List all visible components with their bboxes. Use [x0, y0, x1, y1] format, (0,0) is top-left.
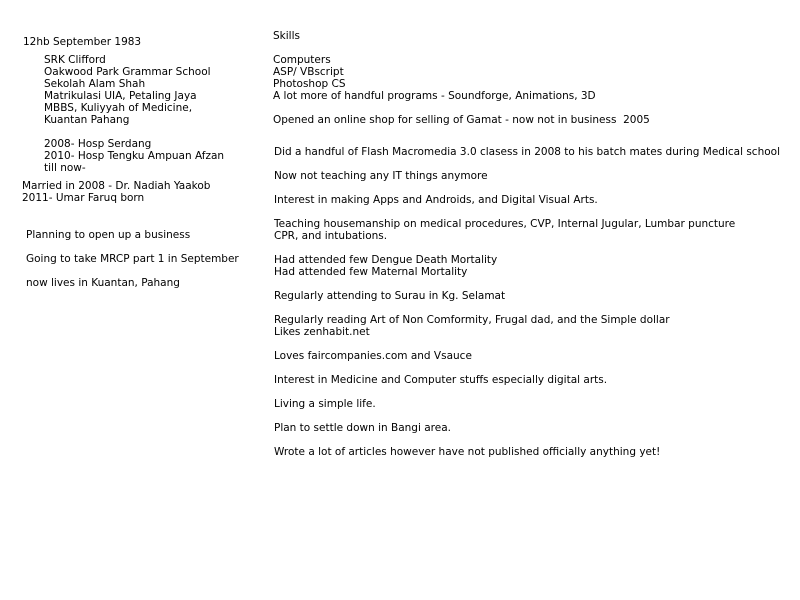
education-item: MBBS, Kuliyyah of Medicine,	[44, 102, 193, 114]
birth-date: 12hb September 1983	[23, 36, 142, 48]
education-item: SRK Clifford	[44, 54, 106, 66]
skill-item: Photoshop CS	[273, 78, 346, 90]
note-item: Likes zenhabit.net	[274, 326, 370, 338]
note-item: Loves faircompanies.com and Vsauce	[274, 350, 472, 362]
online-shop-note: Opened an online shop for selling of Gamat - now not in business 2005	[273, 114, 650, 126]
note-item: Interest in making Apps and Androids, and Digital Visual Arts.	[274, 194, 598, 206]
education-item: Kuantan Pahang	[44, 114, 130, 126]
education-item: Oakwood Park Grammar School	[44, 66, 211, 78]
plan-item: now lives in Kuantan, Pahang	[26, 277, 180, 289]
note-item: Had attended few Maternal Mortality	[274, 266, 468, 278]
skill-item: ASP/ VBscript	[273, 66, 344, 78]
education-item: Sekolah Alam Shah	[44, 78, 146, 90]
family-item: Married in 2008 - Dr. Nadiah Yaakob	[22, 180, 211, 192]
note-item: Living a simple life.	[274, 398, 376, 410]
plan-item: Planning to open up a business	[26, 229, 191, 241]
note-item: Plan to settle down in Bangi area.	[274, 422, 451, 434]
note-item: Regularly attending to Surau in Kg. Selamat	[274, 290, 506, 302]
work-item: till now-	[44, 162, 86, 174]
note-item: Interest in Medicine and Computer stuffs especially digital arts.	[274, 374, 608, 386]
note-item: Wrote a lot of articles however have not published officially anything yet!	[274, 446, 661, 458]
note-item: Regularly reading Art of Non Comformity, Frugal dad, and the Simple dollar	[274, 314, 670, 326]
note-item: Now not teaching any IT things anymore	[274, 170, 488, 182]
work-item: 2010- Hosp Tengku Ampuan Afzan	[44, 150, 225, 162]
education-item: Matrikulasi UIA, Petaling Jaya	[44, 90, 197, 102]
note-item: Did a handful of Flash Macromedia 3.0 clasess in 2008 to his batch mates during Medical school	[274, 146, 780, 158]
skill-item: A lot more of handful programs - Soundforge, Animations, 3D	[273, 90, 596, 102]
work-item: 2008- Hosp Serdang	[44, 138, 152, 150]
note-item: CPR, and intubations.	[274, 230, 388, 242]
note-item: Had attended few Dengue Death Mortality	[274, 254, 498, 266]
plan-item: Going to take MRCP part 1 in September	[26, 253, 239, 265]
note-item: Teaching housemanship on medical procedures, CVP, Internal Jugular, Lumbar puncture	[274, 218, 736, 230]
family-item: 2011- Umar Faruq born	[22, 192, 145, 204]
skill-item: Computers	[273, 54, 331, 66]
skills-heading: Skills	[273, 30, 300, 42]
